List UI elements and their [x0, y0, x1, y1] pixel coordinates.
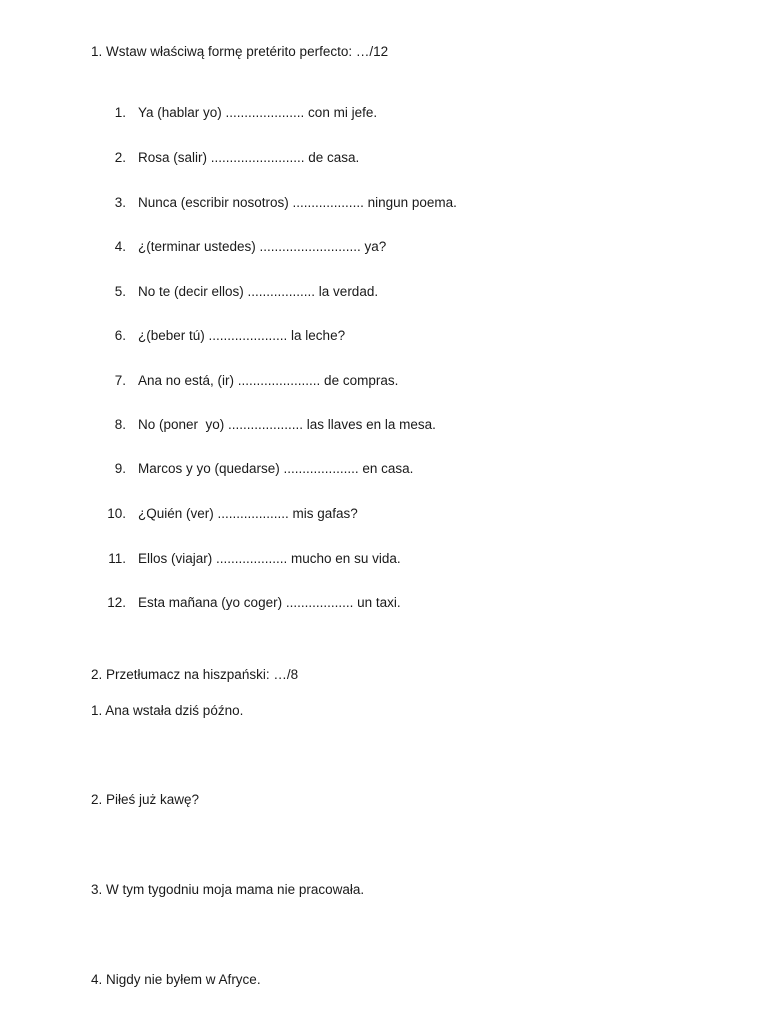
item-text: No te (decir ellos) .................. la verdad.: [138, 284, 379, 299]
item-number: 5.: [114, 284, 126, 299]
item-text: Ellos (viajar) ................... mucho en su vida.: [138, 551, 401, 566]
item-number: 12.: [107, 595, 126, 610]
item-text: ¿Quién (ver) ................... mis gafas?: [138, 506, 358, 521]
list-item: 2. Piłeś już kawę?: [91, 792, 200, 807]
item-text: Ana no está, (ir) ...................... de compras.: [138, 373, 399, 388]
list-item: 3. W tym tygodniu moja mama nie pracowała.: [91, 882, 365, 897]
item-text: No (poner yo) .................... las llaves en la mesa.: [138, 417, 436, 432]
item-text: Marcos y yo (quedarse) .................... en casa.: [138, 461, 414, 476]
item-text: Esta mañana (yo coger) .................. un taxi.: [138, 595, 401, 610]
item-number: 10.: [107, 506, 126, 521]
item-number: 9.: [114, 461, 126, 476]
item-number: 7.: [114, 373, 126, 388]
item-number: 3.: [114, 195, 126, 210]
item-number: 4.: [114, 239, 126, 254]
item-text: ¿(terminar ustedes) ........................... ya?: [138, 239, 387, 254]
item-number: 8.: [114, 417, 126, 432]
item-number: 2.: [114, 150, 126, 165]
item-text: Rosa (salir) ......................... de casa.: [138, 150, 360, 165]
item-number: 11.: [108, 551, 126, 566]
section2-title: 2. Przetłumacz na hiszpański: …/8: [91, 667, 299, 682]
section1-title: 1. Wstaw właściwą formę pretérito perfecto: …/12: [91, 44, 389, 59]
item-text: Nunca (escribir nosotros) ................... ningun poema.: [138, 195, 457, 210]
item-text: Ya (hablar yo) ..................... con mi jefe.: [138, 105, 378, 120]
list-item: 4. Nigdy nie byłem w Afryce.: [91, 972, 261, 987]
item-number: 6.: [114, 328, 126, 343]
item-number: 1.: [114, 105, 126, 120]
list-item: 1. Ana wstała dziś późno.: [91, 703, 244, 718]
item-text: ¿(beber tú) ..................... la leche?: [138, 328, 346, 343]
